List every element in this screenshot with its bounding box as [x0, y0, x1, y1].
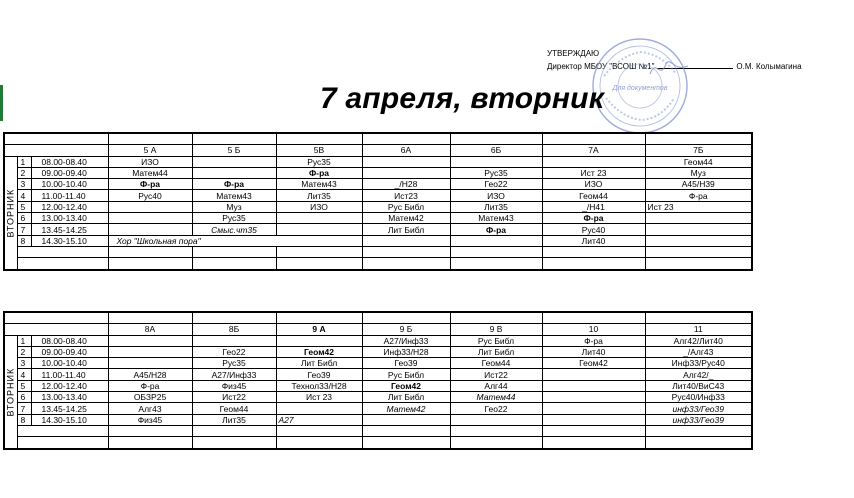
lesson-cell: Ф-ра	[108, 380, 192, 391]
lesson-cell	[450, 235, 542, 246]
class-header: 9 В	[450, 324, 542, 335]
blank-cell	[192, 133, 276, 145]
class-header: 9 Б	[362, 324, 450, 335]
lesson-cell: Алг43	[108, 403, 192, 414]
lesson-cell: Геом44	[450, 358, 542, 369]
lesson-cell: Инф33/Н28	[362, 346, 450, 357]
lesson-cell: Рус40	[542, 224, 645, 235]
class-header: 6Б	[450, 145, 542, 156]
blank-cell	[542, 437, 645, 449]
blank-cell	[362, 312, 450, 324]
lesson-cell: Ист22	[192, 392, 276, 403]
blank-cell	[276, 425, 362, 436]
lesson-cell: Матем43	[192, 190, 276, 201]
lesson-cell: Лит Библ	[362, 224, 450, 235]
lesson-cell	[450, 156, 542, 167]
lesson-cell	[645, 235, 752, 246]
lesson-cell: Лит40/ВиС43	[645, 380, 752, 391]
blank-cell	[17, 246, 108, 257]
lesson-cell: Рус35	[276, 156, 362, 167]
blank-cell	[542, 133, 645, 145]
approval-director-name: О.М. Колымагина	[736, 62, 802, 71]
lesson-cell: Рус40	[108, 190, 192, 201]
lesson-cell: Лит Библ	[276, 358, 362, 369]
blank-cell	[276, 437, 362, 449]
lesson-cell: Гео22	[450, 403, 542, 414]
blank-row	[4, 133, 752, 145]
class-header: 11	[645, 324, 752, 335]
sheet-edge-marker	[0, 85, 3, 121]
lesson-number: 7	[17, 224, 31, 235]
lesson-row	[4, 224, 752, 235]
lesson-cell: Геом44	[542, 190, 645, 201]
lesson-cell: А27/Инф33	[362, 335, 450, 346]
lesson-cell: Алг42/_	[645, 369, 752, 380]
lesson-cell	[645, 213, 752, 224]
blank-row	[4, 246, 752, 257]
lesson-row	[4, 403, 752, 414]
lesson-number: 4	[17, 190, 31, 201]
lesson-cell	[542, 380, 645, 391]
blank-cell	[192, 312, 276, 324]
lesson-time: 13.00-13.40	[31, 213, 108, 224]
lesson-cell	[542, 156, 645, 167]
lesson-number: 5	[17, 380, 31, 391]
lesson-cell	[276, 335, 362, 346]
header-corner	[4, 145, 108, 156]
blank-cell	[108, 258, 192, 270]
blank-cell	[276, 312, 362, 324]
lesson-time: 09.00-09.40	[31, 167, 108, 178]
lesson-cell: Гео22	[450, 179, 542, 190]
lesson-cell	[645, 224, 752, 235]
day-label: ВТОРНИК	[4, 335, 17, 448]
lesson-time: 13.45-14.25	[31, 224, 108, 235]
lesson-cell: инф33/Гео39	[645, 414, 752, 425]
lesson-cell: Физ45	[108, 414, 192, 425]
lesson-row	[4, 369, 752, 380]
lesson-cell: Лит40	[542, 235, 645, 246]
blank-cell	[276, 258, 362, 270]
lesson-cell: Геом42	[542, 358, 645, 369]
lesson-time: 13.00-13.40	[31, 392, 108, 403]
lesson-cell	[362, 235, 450, 246]
lesson-cell: Алг42/Лит40	[645, 335, 752, 346]
lesson-cell	[450, 414, 542, 425]
class-header: 7Б	[645, 145, 752, 156]
lesson-time: 08.00-08.40	[31, 156, 108, 167]
lesson-cell: Ф-ра	[450, 224, 542, 235]
blank-cell	[108, 312, 192, 324]
schedule-table-2	[3, 311, 753, 450]
lesson-time: 12.00-12.40	[31, 380, 108, 391]
lesson-cell: Лит35	[450, 201, 542, 212]
lesson-cell: Геом44	[645, 156, 752, 167]
lesson-cell: Геом42	[362, 380, 450, 391]
blank-cell	[450, 133, 542, 145]
lesson-cell: Геом42	[276, 346, 362, 357]
lesson-cell: Матем44	[108, 167, 192, 178]
lesson-row	[4, 201, 752, 212]
blank-cell	[645, 246, 752, 257]
blank-cell	[362, 425, 450, 436]
blank-cell	[362, 258, 450, 270]
header-row	[4, 145, 752, 156]
lesson-cell: ИЗО	[542, 179, 645, 190]
lesson-time: 14.30-15.10	[31, 414, 108, 425]
lesson-cell	[108, 224, 192, 235]
lesson-row	[4, 190, 752, 201]
lesson-cell: Рус35	[192, 213, 276, 224]
blank-cell	[108, 437, 192, 449]
header-row	[4, 324, 752, 335]
lesson-cell: Лит35	[192, 414, 276, 425]
lesson-cell: Ист 23	[276, 392, 362, 403]
lesson-cell	[362, 167, 450, 178]
blank-cell	[450, 437, 542, 449]
lesson-cell: Матем44	[450, 392, 542, 403]
lesson-cell: Ф-ра	[542, 335, 645, 346]
blank-cell	[362, 246, 450, 257]
lesson-row	[4, 414, 752, 425]
blank-cell	[17, 425, 108, 436]
lesson-cell: Физ45	[192, 380, 276, 391]
blank-cell	[542, 246, 645, 257]
lesson-cell: Матем43	[276, 179, 362, 190]
lesson-time: 09.00-09.40	[31, 346, 108, 357]
class-header: 8Б	[192, 324, 276, 335]
lesson-cell	[108, 201, 192, 212]
lesson-cell	[542, 403, 645, 414]
lesson-number: 2	[17, 346, 31, 357]
lesson-cell: Геом44	[192, 403, 276, 414]
lesson-cell: Рус Библ	[450, 335, 542, 346]
class-header: 6А	[362, 145, 450, 156]
class-header: 10	[542, 324, 645, 335]
class-header: 5 Б	[192, 145, 276, 156]
lesson-cell: _/Н28	[362, 179, 450, 190]
lesson-cell: Муз	[192, 201, 276, 212]
lesson-cell: Лит Библ	[450, 346, 542, 357]
class-header: 9 А	[276, 324, 362, 335]
lesson-cell: Ф-ра	[645, 190, 752, 201]
lesson-number: 3	[17, 358, 31, 369]
blank-cell	[108, 133, 192, 145]
blank-cell	[450, 258, 542, 270]
lesson-cell: Ист 23	[645, 201, 752, 212]
lesson-cell: ИЗО	[450, 190, 542, 201]
blank-cell	[362, 437, 450, 449]
blank-cell	[542, 425, 645, 436]
lesson-cell	[276, 224, 362, 235]
class-header: 7А	[542, 145, 645, 156]
blank-cell	[192, 258, 276, 270]
lesson-cell: Муз	[645, 167, 752, 178]
stamp-label: Для документов	[612, 85, 668, 92]
class-header: 5 А	[108, 145, 192, 156]
lesson-cell: А27	[276, 414, 362, 425]
lesson-cell: Технол33/Н28	[276, 380, 362, 391]
lesson-row	[4, 156, 752, 167]
lesson-row	[4, 380, 752, 391]
blank-row	[4, 425, 752, 436]
lesson-cell: Рус Библ	[362, 369, 450, 380]
approval-director-line	[547, 60, 802, 73]
lesson-cell: Алг44	[450, 380, 542, 391]
lesson-number: 6	[17, 213, 31, 224]
blank-cell	[450, 312, 542, 324]
lesson-number: 8	[17, 414, 31, 425]
lesson-cell: ИЗО	[108, 156, 192, 167]
blank-cell	[108, 246, 192, 257]
lesson-cell: ОБЗР25	[108, 392, 192, 403]
blank-cell	[450, 246, 542, 257]
lesson-number: 1	[17, 335, 31, 346]
class-header: 8А	[108, 324, 192, 335]
blank-cell	[450, 425, 542, 436]
lesson-cell: ИЗО	[276, 201, 362, 212]
blank-cell	[645, 258, 752, 270]
lesson-cell: Ф-ра	[276, 167, 362, 178]
lesson-cell: Рус35	[450, 167, 542, 178]
blank-cell	[542, 258, 645, 270]
lesson-cell	[108, 213, 192, 224]
signature-line	[657, 60, 733, 69]
lesson-cell: Ф-ра	[542, 213, 645, 224]
lesson-row	[4, 358, 752, 369]
blank-cell	[192, 246, 276, 257]
blank-cell	[276, 133, 362, 145]
lesson-number: 4	[17, 369, 31, 380]
approval-director-label: Директор МБОУ "ВСОШ №1"	[547, 62, 655, 71]
lesson-number: 3	[17, 179, 31, 190]
choir-cell: Хор "Школьная пора"	[108, 235, 362, 246]
day-label: ВТОРНИК	[4, 156, 17, 269]
lesson-cell	[108, 346, 192, 357]
lesson-cell: Рус40/Инф33	[645, 392, 752, 403]
lesson-row	[4, 167, 752, 178]
lesson-cell	[276, 213, 362, 224]
lesson-cell	[108, 358, 192, 369]
lesson-cell: Гео39	[362, 358, 450, 369]
lesson-row	[4, 392, 752, 403]
lesson-cell: А27/Инф33	[192, 369, 276, 380]
lesson-cell: Ф-ра	[108, 179, 192, 190]
blank-cell	[4, 133, 108, 145]
blank-cell	[362, 133, 450, 145]
lesson-time: 13.45-14.25	[31, 403, 108, 414]
header-corner	[4, 324, 108, 335]
blank-cell	[192, 425, 276, 436]
lesson-cell: инф33/Гео39	[645, 403, 752, 414]
blank-cell	[542, 312, 645, 324]
approval-block	[547, 47, 802, 73]
lesson-row	[4, 335, 752, 346]
blank-cell	[4, 312, 108, 324]
lesson-cell: Смыс.чт35	[192, 224, 276, 235]
lesson-cell	[542, 369, 645, 380]
lesson-cell: Ист22	[450, 369, 542, 380]
blank-cell	[645, 437, 752, 449]
blank-cell	[17, 437, 108, 449]
lesson-cell: А45/Н28	[108, 369, 192, 380]
lesson-row	[4, 179, 752, 190]
lesson-cell: Лит Библ	[362, 392, 450, 403]
lesson-cell	[542, 392, 645, 403]
lesson-cell	[362, 414, 450, 425]
lesson-cell: Лит40	[542, 346, 645, 357]
lesson-row	[4, 346, 752, 357]
lesson-cell	[192, 335, 276, 346]
lesson-cell: Рус35	[192, 358, 276, 369]
blank-row	[4, 258, 752, 270]
lesson-number: 1	[17, 156, 31, 167]
lesson-cell: Матем42	[362, 403, 450, 414]
blank-cell	[645, 425, 752, 436]
blank-cell	[108, 425, 192, 436]
lesson-cell	[192, 167, 276, 178]
lesson-row	[4, 213, 752, 224]
blank-cell	[645, 133, 752, 145]
lesson-cell: Лит35	[276, 190, 362, 201]
lesson-cell: _/Н41	[542, 201, 645, 212]
lesson-number: 6	[17, 392, 31, 403]
lesson-cell	[542, 414, 645, 425]
lesson-cell	[192, 156, 276, 167]
lesson-time: 11.00-11.40	[31, 369, 108, 380]
schedule-table-1	[3, 132, 753, 271]
lesson-cell: Гео22	[192, 346, 276, 357]
lesson-time: 10.00-10.40	[31, 358, 108, 369]
lesson-cell: Ист 23	[542, 167, 645, 178]
lesson-cell	[362, 156, 450, 167]
lesson-cell: Рус Библ	[362, 201, 450, 212]
lesson-time: 11.00-11.40	[31, 190, 108, 201]
page-title: 7 апреля, вторник	[320, 82, 605, 115]
blank-row	[4, 437, 752, 449]
blank-cell	[276, 246, 362, 257]
lesson-cell: Ист23	[362, 190, 450, 201]
lesson-time: 08.00-08.40	[31, 335, 108, 346]
lesson-number: 8	[17, 235, 31, 246]
lesson-cell: Инф33/Рус40	[645, 358, 752, 369]
lesson-cell: Ф-ра	[192, 179, 276, 190]
lesson-time: 12.00-12.40	[31, 201, 108, 212]
lesson-number: 5	[17, 201, 31, 212]
lesson-time: 10.00-10.40	[31, 179, 108, 190]
blank-row	[4, 312, 752, 324]
lesson-cell: Матем43	[450, 213, 542, 224]
lesson-cell: _/Алг43	[645, 346, 752, 357]
lesson-number: 7	[17, 403, 31, 414]
blank-cell	[645, 312, 752, 324]
lesson-number: 2	[17, 167, 31, 178]
lesson-cell: А45/Н39	[645, 179, 752, 190]
lesson-cell	[276, 403, 362, 414]
blank-cell	[192, 437, 276, 449]
lesson-cell: Матем42	[362, 213, 450, 224]
lesson-cell: Гео39	[276, 369, 362, 380]
approval-heading: УТВЕРЖДАЮ	[547, 49, 600, 58]
class-header: 5В	[276, 145, 362, 156]
lesson-time: 14.30-15.10	[31, 235, 108, 246]
lesson-row	[4, 235, 752, 246]
lesson-cell	[108, 335, 192, 346]
blank-cell	[17, 258, 108, 270]
